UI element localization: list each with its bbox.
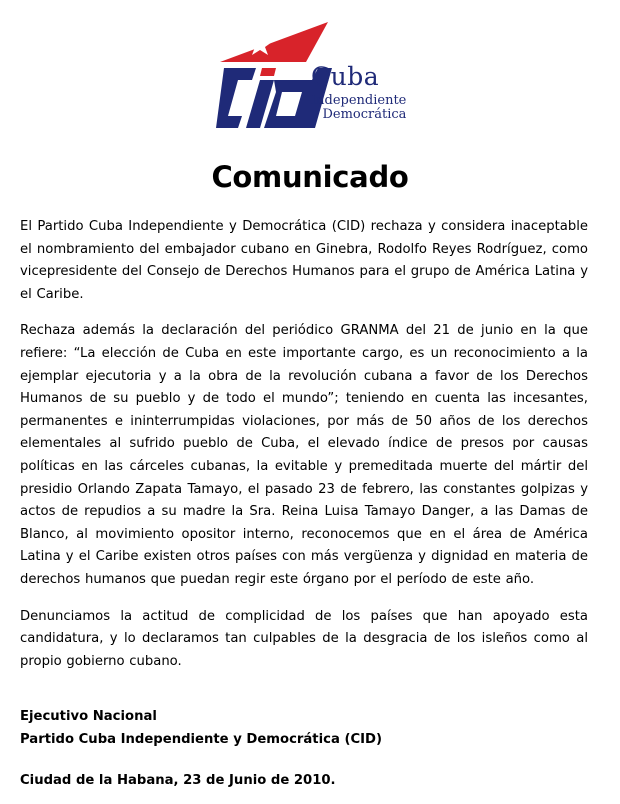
- signature-line-1: Ejecutivo Nacional: [20, 709, 157, 724]
- document-title: Comunicado: [211, 160, 409, 194]
- paragraph-2: Rechaza además la declaración del periódico GRANMA del 21 de junio en la que refiere: “La elección de Cuba en este importante cargo, es un reconocimiento a la ejemplar ejecutoria y a la obra de la revolución cubana a favor de los Derechos Humanos de su pueblo y de todo el mundo”; teniendo en cuenta las incesantes, permanentes e ininterrumpidas violaciones, por más de 50 años de los derechos elementales al sufrido pueblo de Cuba, el elevado índice de presos por causas políticas en las cárceles cubanas, la evitable y premeditada muerte del mártir del presidio Orlando Zapata Tamayo, el pasado 23 de febrero, las constantes golpizas y actos de repudios a su madre la Sra. Reina Luisa Tamayo Danger, a las Damas de Blanco, al movimiento opositor interno, reconocemos que en el área de América Latina y el Caribe existen otros países con más vergüenza y dignidad en materia de derechos humanos que puedan regir este órgano por el período de este año.: [20, 323, 588, 587]
- i-dot: [260, 68, 276, 76]
- logo-subtitle-2: y Democrática: [311, 107, 407, 122]
- signature-line-2: Partido Cuba Independiente y Democrática (CID): [20, 731, 383, 747]
- paragraph-3: Denunciamos la actitud de complicidad de los países que han apoyado esta candidatura, y lo declaramos tan culpables de la desgracia de los isleños como al propio gobierno cubano.: [20, 608, 588, 669]
- logo-name: Cuba: [311, 62, 380, 91]
- date-line: Ciudad de la Habana, 23 de Junio de 2010.: [20, 773, 336, 788]
- flag-triangle: [220, 22, 328, 62]
- paragraph-1: El Partido Cuba Independiente y Democrática (CID) rechaza y considera inaceptable el nombramiento del embajador cubano en Ginebra, Rodolfo Reyes Rodríguez, como vicepresidente del Consejo de Derechos Humanos para el grupo de América Latina y el Caribe.: [20, 219, 588, 302]
- document-body: [20, 216, 588, 687]
- logo-wordmark: [311, 64, 406, 121]
- signature-block: [20, 706, 382, 751]
- logo-subtitle-1: Independiente: [311, 93, 407, 108]
